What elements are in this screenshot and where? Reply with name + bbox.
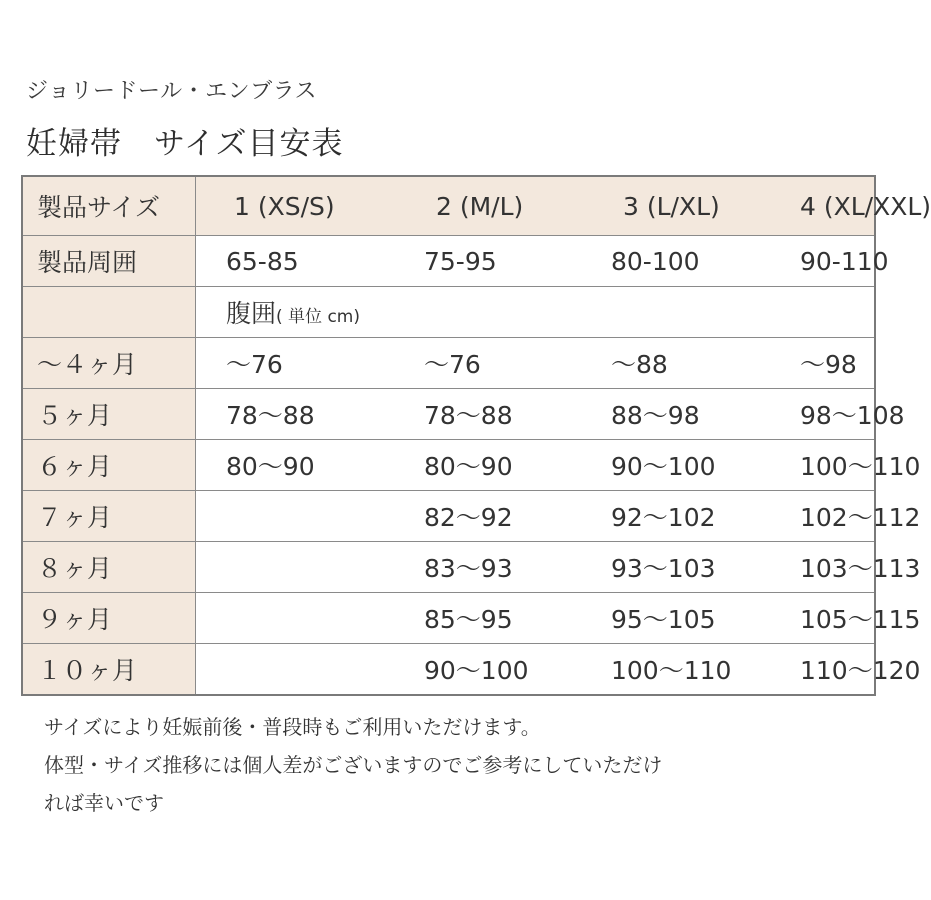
row-label: ９ヶ月 <box>22 593 196 644</box>
table-cell: 90～100 <box>424 644 611 696</box>
row-label-empty <box>22 287 196 338</box>
table-row <box>22 338 875 389</box>
notes <box>44 708 864 822</box>
row-label: ～４ヶ月 <box>22 338 196 389</box>
table-cell: 95～105 <box>611 593 798 644</box>
note-line: サイズにより妊娠前後・普段時もご利用いただけます。 <box>44 715 541 739</box>
row-label: ６ヶ月 <box>22 440 196 491</box>
table-cell: 88～98 <box>611 389 798 440</box>
table-cell: ～88 <box>611 338 798 389</box>
belly-label: 腹囲 <box>226 299 277 328</box>
table-cell: 78～88 <box>196 389 425 440</box>
belly-subheader-row <box>22 287 875 338</box>
size-header-2: 2 (M/L) <box>424 176 611 236</box>
table-cell <box>196 491 425 542</box>
product-circumference-row <box>22 236 875 287</box>
unit-label: ( 単位 cm) <box>276 307 360 327</box>
table-cell: 110～120 <box>798 644 875 696</box>
table-cell: 80～90 <box>424 440 611 491</box>
table-cell: 93～103 <box>611 542 798 593</box>
row-label: 製品周囲 <box>22 236 196 287</box>
table-cell <box>196 593 425 644</box>
table-cell <box>196 542 425 593</box>
table-row <box>22 491 875 542</box>
table-cell: 90-110 <box>798 236 875 287</box>
table-cell: 90～100 <box>611 440 798 491</box>
size-header-3: 3 (L/XL) <box>611 176 798 236</box>
table-row <box>22 644 875 696</box>
row-label: ７ヶ月 <box>22 491 196 542</box>
row-label: １０ヶ月 <box>22 644 196 696</box>
table-header-row <box>22 176 875 236</box>
header-label: 製品サイズ <box>22 176 196 236</box>
table-cell <box>196 644 425 696</box>
table-cell: 102～112 <box>798 491 875 542</box>
table-cell: 100～110 <box>611 644 798 696</box>
table-cell: 78～88 <box>424 389 611 440</box>
note-line: れば幸いです <box>44 791 164 815</box>
table-cell: 80-100 <box>611 236 798 287</box>
brand-name: ジョリードール・エンブラス <box>26 79 317 104</box>
table-cell: ～76 <box>424 338 611 389</box>
table-cell: 92～102 <box>611 491 798 542</box>
table-cell: 65-85 <box>196 236 425 287</box>
table-cell: 82～92 <box>424 491 611 542</box>
table-cell: 98～108 <box>798 389 875 440</box>
size-chart-table <box>21 175 931 696</box>
table-cell: 85～95 <box>424 593 611 644</box>
table-cell: 83～93 <box>424 542 611 593</box>
row-label: ８ヶ月 <box>22 542 196 593</box>
table-cell: 75-95 <box>424 236 611 287</box>
belly-unit-label <box>196 287 876 338</box>
table-cell: 105～115 <box>798 593 875 644</box>
page-title: 妊婦帯 サイズ目安表 <box>26 126 344 162</box>
table-cell: ～98 <box>798 338 875 389</box>
note-line: 体型・サイズ推移には個人差がございますのでご参考にしていただけ <box>44 753 663 777</box>
table-row <box>22 440 875 491</box>
table-cell: 80～90 <box>196 440 425 491</box>
table-row <box>22 593 875 644</box>
table-cell: 100～110 <box>798 440 875 491</box>
table-cell: ～76 <box>196 338 425 389</box>
table-row <box>22 542 875 593</box>
size-header-1: 1 (XS/S) <box>196 176 425 236</box>
table-row <box>22 389 875 440</box>
row-label: ５ヶ月 <box>22 389 196 440</box>
size-header-4: 4 (XL/XXL) <box>798 176 875 236</box>
table-cell: 103～113 <box>798 542 875 593</box>
